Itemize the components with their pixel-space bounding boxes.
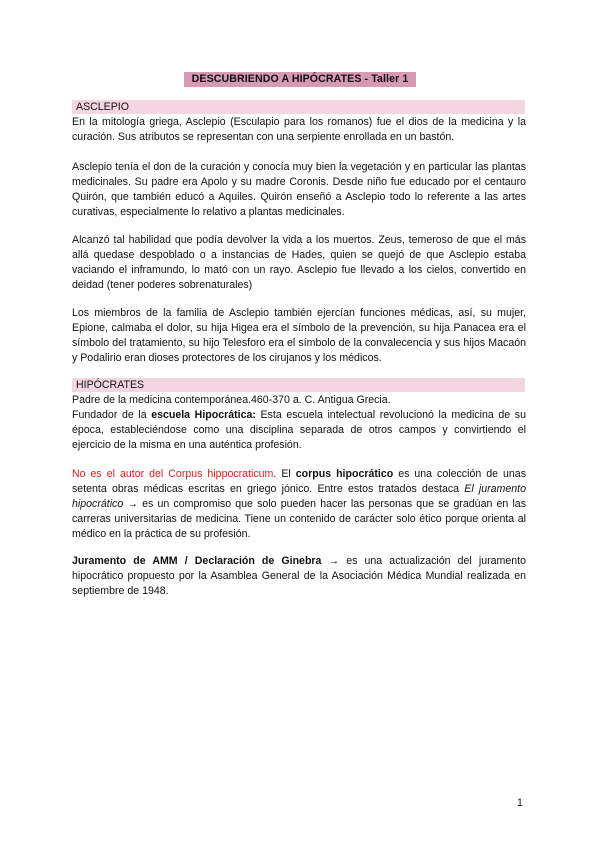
corpus-hipocratico-bold: corpus hipocrático xyxy=(295,468,394,480)
hipocrates-paragraph-4 xyxy=(72,554,526,599)
juramento-italic: El juramento hipocrático xyxy=(72,483,526,510)
hipocrates-p3-a: . El xyxy=(273,468,296,480)
page-number: 1 xyxy=(517,797,523,809)
hipocrates-p2-rest: Esta escuela intelectual revolucionó la medicina de su época, estableciéndose como una disciplina separada de otros campos y convirtiendo el ejercicio de la misma en una auténtica profesión. xyxy=(72,409,526,451)
hipocrates-paragraph-3 xyxy=(72,467,526,542)
hipocrates-p2-lead: Fundador de la xyxy=(72,409,152,421)
asclepio-paragraph-3: Alcanzó tal habilidad que podía devolver la vida a los muertos. Zeus, temeroso de que el más allá quedase despoblado o a instancias de Hades, quien se quejó de que Asclepio estaba vaciando el inframundo, lo mató con un rayo. Asclepio fue llevado a los cielos, convertido en deidad (tener poderes sobrenaturales) xyxy=(72,234,526,291)
hipocrates-p3-b: es una colección de unas setenta obras médicas escritas en griego jónico. Entre estos tratados destaca xyxy=(72,468,526,495)
asclepio-paragraph-1: En la mitología griega, Asclepio (Esculapio para los romanos) fue el dios de la medicina y la curación. Sus atributos se representan con una serpiente enrollada en un bastón. xyxy=(72,116,526,143)
section-heading-asclepio: ASCLEPIO xyxy=(72,100,525,114)
section-heading-hipocrates: HIPÓCRATES xyxy=(72,378,525,392)
not-author-note: No es el autor del Corpus hippocraticum xyxy=(72,468,274,480)
juramento-amm-bold: Juramento de AMM / Declaración de Ginebra xyxy=(72,555,322,567)
hipocrates-line-1: Padre de la medicina contemporánea.460-370 a. C. Antigua Grecia. xyxy=(72,394,391,406)
hipocrates-paragraph-2 xyxy=(72,408,526,453)
asclepio-paragraph-4: Los miembros de la familia de Asclepio también ejercían funciones médicas, así, su mujer, Epione, calmaba el dolor, su hija Higea era el símbolo de la prevención, su hija Panacea era el símbolo del tratamiento, su hijo Telesforo era el símbolo de la convalecencia y sus hijos Macaón y Podalirio eran dioses protectores de los cirujanos y los médicos. xyxy=(72,307,526,364)
document-title: DESCUBRIENDO A HIPÓCRATES - Taller 1 xyxy=(184,72,417,87)
title-container xyxy=(0,72,600,87)
hipocrates-p4-rest: → es una actualización del juramento hipocrático propuesto por la Asamblea General de la Asociación Médica Mundial realizada en septiembre de 1948. xyxy=(72,555,526,597)
escuela-hipocratica-bold: escuela Hipocrática: xyxy=(151,409,256,421)
asclepio-paragraph-2: Asclepio tenía el don de la curación y conocía muy bien la vegetación y en particular las plantas medicinales. Su padre era Apolo y su madre Coronis. Desde niño fue educado por el centauro Quirón, que también educó a Aquiles. Quirón enseñó a Asclepio todo lo referente a las artes curativas, especialmente lo relativo a plantas medicinales. xyxy=(72,161,526,218)
hipocrates-p3-c: → es un compromiso que solo pueden hacer las personas que se gradúan en las carreras universitarias de medicina. Tiene un contenido de carácter solo ético porque orienta al médico en la práctica de su profesión. xyxy=(72,498,526,540)
